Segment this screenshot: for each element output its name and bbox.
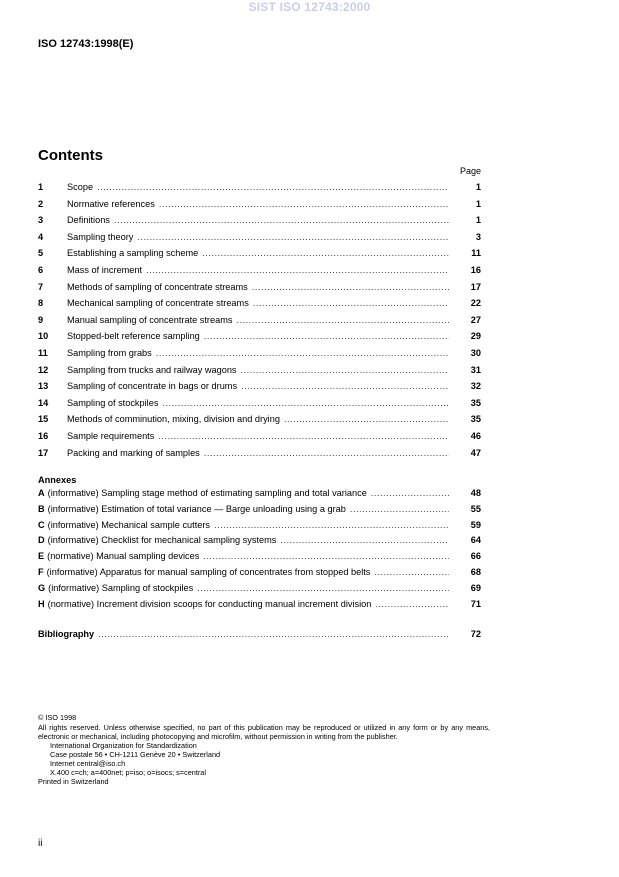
rights-statement: All rights reserved. Unless otherwise specified, no part of this publication may be reproduced or utilized in any form or by any means, electronic or mechanical, including photocopying and microfilm, without permission in writing from the publisher. xyxy=(38,723,490,741)
leader-dots xyxy=(146,265,449,275)
toc-item-page: 1 xyxy=(475,198,481,209)
annex-item-label: G xyxy=(38,582,46,593)
toc-item-label: 8 xyxy=(38,298,44,309)
bibliography-page: 72 xyxy=(470,629,481,639)
toc-item-label: 7 xyxy=(38,281,44,292)
watermark: SIST ISO 12743:2000 xyxy=(248,0,371,14)
toc-item[interactable] xyxy=(38,398,481,415)
toc-item-title: Definitions xyxy=(67,215,110,226)
leader-dots xyxy=(97,182,449,192)
org-name: International Organization for Standardization xyxy=(50,741,197,750)
toc-item-label: 10 xyxy=(38,331,49,342)
leader-dots xyxy=(204,448,449,458)
toc-item-title: Sampling of stockpiles xyxy=(67,397,159,408)
toc-item-title: Sample requirements xyxy=(67,430,155,441)
annex-item-label: E xyxy=(38,551,45,562)
annex-item-label: A xyxy=(38,488,45,498)
toc-item-label: 13 xyxy=(38,381,49,392)
org-internet: Internet central@iso.ch xyxy=(50,759,126,768)
annex-item-page: 55 xyxy=(470,503,481,514)
leader-dots xyxy=(114,215,449,225)
toc-item-title: Establishing a sampling scheme xyxy=(67,248,199,259)
annex-item-title: (informative) Checklist for mechanical sampling systems xyxy=(47,535,277,546)
toc-item[interactable] xyxy=(38,265,481,282)
toc-item-title: Normative references xyxy=(67,198,155,209)
copyright-block xyxy=(38,713,490,786)
toc-item[interactable] xyxy=(38,182,481,199)
toc-item-page: 17 xyxy=(470,281,481,292)
bibliography-entry[interactable] xyxy=(38,629,481,646)
annex-item-title: (informative) Apparatus for manual sampling of concentrates from stopped belts xyxy=(46,566,371,577)
annex-item-page: 48 xyxy=(470,488,481,498)
leader-dots xyxy=(241,381,449,391)
leader-dots xyxy=(350,504,449,514)
leader-dots xyxy=(158,431,449,441)
org-x400: X.400 c=ch; a=400net; p=iso; o=isocs; s=central xyxy=(50,768,206,777)
annex-item-label: F xyxy=(38,566,44,577)
toc-item-label: 9 xyxy=(38,314,44,325)
toc-item[interactable] xyxy=(38,215,481,232)
toc-item-page: 47 xyxy=(470,447,481,458)
annex-item[interactable] xyxy=(38,535,481,551)
toc-item[interactable] xyxy=(38,414,481,431)
toc-item-title: Methods of comminution, mixing, division and drying xyxy=(67,414,280,425)
toc-item[interactable] xyxy=(38,315,481,332)
leader-dots xyxy=(374,567,449,577)
leader-dots xyxy=(375,599,449,609)
toc-item-page: 46 xyxy=(470,430,481,441)
leader-dots xyxy=(202,248,449,258)
toc-item[interactable] xyxy=(38,282,481,299)
toc-item-label: 1 xyxy=(38,182,44,192)
contents-heading: Contents xyxy=(38,147,103,164)
toc-item-label: 4 xyxy=(38,231,44,242)
leader-dots xyxy=(241,365,449,375)
toc-item-page: 27 xyxy=(470,314,481,325)
toc-item[interactable] xyxy=(38,431,481,448)
toc-item-label: 11 xyxy=(38,347,48,358)
toc-item-title: Stopped-belt reference sampling xyxy=(67,331,200,342)
annex-item[interactable] xyxy=(38,599,481,615)
leader-dots xyxy=(253,298,449,308)
org-address: Case postale 56 • CH-1211 Genève 20 • Switzerland xyxy=(50,750,221,759)
annex-item-title: (informative) Estimation of total variance — Barge unloading using a grab xyxy=(47,503,346,514)
annex-item[interactable] xyxy=(38,583,481,599)
toc-item-title: Sampling from trucks and railway wagons xyxy=(67,364,237,375)
leader-dots xyxy=(284,414,449,424)
toc-item[interactable] xyxy=(38,199,481,216)
annex-item-label: D xyxy=(38,535,45,546)
annex-item-title: (informative) Sampling stage method of estimating sampling and total variance xyxy=(47,488,367,498)
annex-item-label: B xyxy=(38,503,45,514)
toc-item-label: 6 xyxy=(38,264,44,275)
leader-dots xyxy=(98,629,449,639)
toc-item-label: 14 xyxy=(38,397,49,408)
toc-item-label: 3 xyxy=(38,215,44,226)
annex-item-title: (informative) Mechanical sample cutters xyxy=(47,519,211,530)
toc-item-page: 16 xyxy=(470,264,481,275)
toc-item-label: 15 xyxy=(38,414,49,425)
annex-item-page: 68 xyxy=(470,566,481,577)
toc-item[interactable] xyxy=(38,331,481,348)
annex-item[interactable] xyxy=(38,504,481,520)
toc-item-page: 32 xyxy=(470,381,481,392)
page-column-label: Page xyxy=(459,166,481,176)
annex-item-title: (normative) Manual sampling devices xyxy=(47,551,200,562)
document-id: ISO 12743:1998(E) xyxy=(38,38,134,50)
annex-item-page: 64 xyxy=(470,535,481,546)
toc-item-label: 2 xyxy=(38,198,44,209)
toc-item-page: 30 xyxy=(470,347,481,358)
toc-item-label: 16 xyxy=(38,430,49,441)
toc-item-page: 31 xyxy=(470,364,481,375)
toc-item-page: 11 xyxy=(471,248,481,259)
toc-item-page: 29 xyxy=(470,331,481,342)
annex-item-title: (normative) Increment division scoops for conducting manual increment division xyxy=(47,598,372,609)
leader-dots xyxy=(203,551,449,561)
toc-item-title: Sampling theory xyxy=(67,231,134,242)
toc-item-title: Manual sampling of concentrate streams xyxy=(67,314,233,325)
annex-item[interactable] xyxy=(38,488,481,504)
toc-item-label: 17 xyxy=(38,447,49,458)
annex-item-page: 69 xyxy=(470,582,481,593)
toc-item-label: 12 xyxy=(38,364,49,375)
copyright-line: © ISO 1998 xyxy=(38,713,77,722)
toc-item-title: Scope xyxy=(67,182,94,192)
toc-item[interactable] xyxy=(38,348,481,365)
toc-item-page: 1 xyxy=(475,215,481,226)
toc-item-label: 5 xyxy=(38,248,44,259)
annex-item-page: 66 xyxy=(470,551,481,562)
leader-dots xyxy=(197,583,449,593)
annex-item-title: (informative) Sampling of stockpiles xyxy=(48,582,194,593)
toc-item-page: 1 xyxy=(475,182,481,192)
toc-item-page: 35 xyxy=(470,414,481,425)
annex-item-label: H xyxy=(38,598,45,609)
toc-item-page: 22 xyxy=(470,298,481,309)
annex-item[interactable] xyxy=(38,520,481,536)
leader-dots xyxy=(137,232,449,242)
leader-dots xyxy=(371,488,449,498)
leader-dots xyxy=(204,331,449,341)
annex-item-page: 59 xyxy=(470,519,481,530)
toc-item-title: Sampling of concentrate in bags or drums xyxy=(67,381,238,392)
page-folio: ii xyxy=(38,838,43,849)
leader-dots xyxy=(252,282,449,292)
leader-dots xyxy=(162,398,449,408)
leader-dots xyxy=(236,315,449,325)
toc-item[interactable] xyxy=(38,248,481,265)
annex-list xyxy=(38,488,481,614)
leader-dots xyxy=(159,199,449,209)
toc-item-title: Sampling from grabs xyxy=(67,347,152,358)
toc-item[interactable] xyxy=(38,448,481,465)
annexes-heading: Annexes xyxy=(38,475,77,485)
toc-item-page: 3 xyxy=(475,231,481,242)
toc-item-title: Packing and marking of samples xyxy=(67,447,200,458)
annex-item-label: C xyxy=(38,519,45,530)
toc-item[interactable] xyxy=(38,298,481,315)
toc-item[interactable] xyxy=(38,365,481,382)
printed-in: Printed in Switzerland xyxy=(38,777,109,786)
toc-item-title: Methods of sampling of concentrate streams xyxy=(67,281,248,292)
annex-item-page: 71 xyxy=(470,598,481,609)
leader-dots xyxy=(156,348,449,358)
toc-item[interactable] xyxy=(38,232,481,249)
leader-dots xyxy=(280,535,449,545)
toc-list xyxy=(38,182,481,464)
annex-item[interactable] xyxy=(38,551,481,567)
toc-item-title: Mechanical sampling of concentrate streams xyxy=(67,298,249,309)
bibliography-title: Bibliography xyxy=(38,629,95,639)
toc-item[interactable] xyxy=(38,381,481,398)
toc-item-title: Mass of increment xyxy=(67,264,143,275)
leader-dots xyxy=(214,520,449,530)
annex-item[interactable] xyxy=(38,567,481,583)
toc-item-page: 35 xyxy=(470,397,481,408)
